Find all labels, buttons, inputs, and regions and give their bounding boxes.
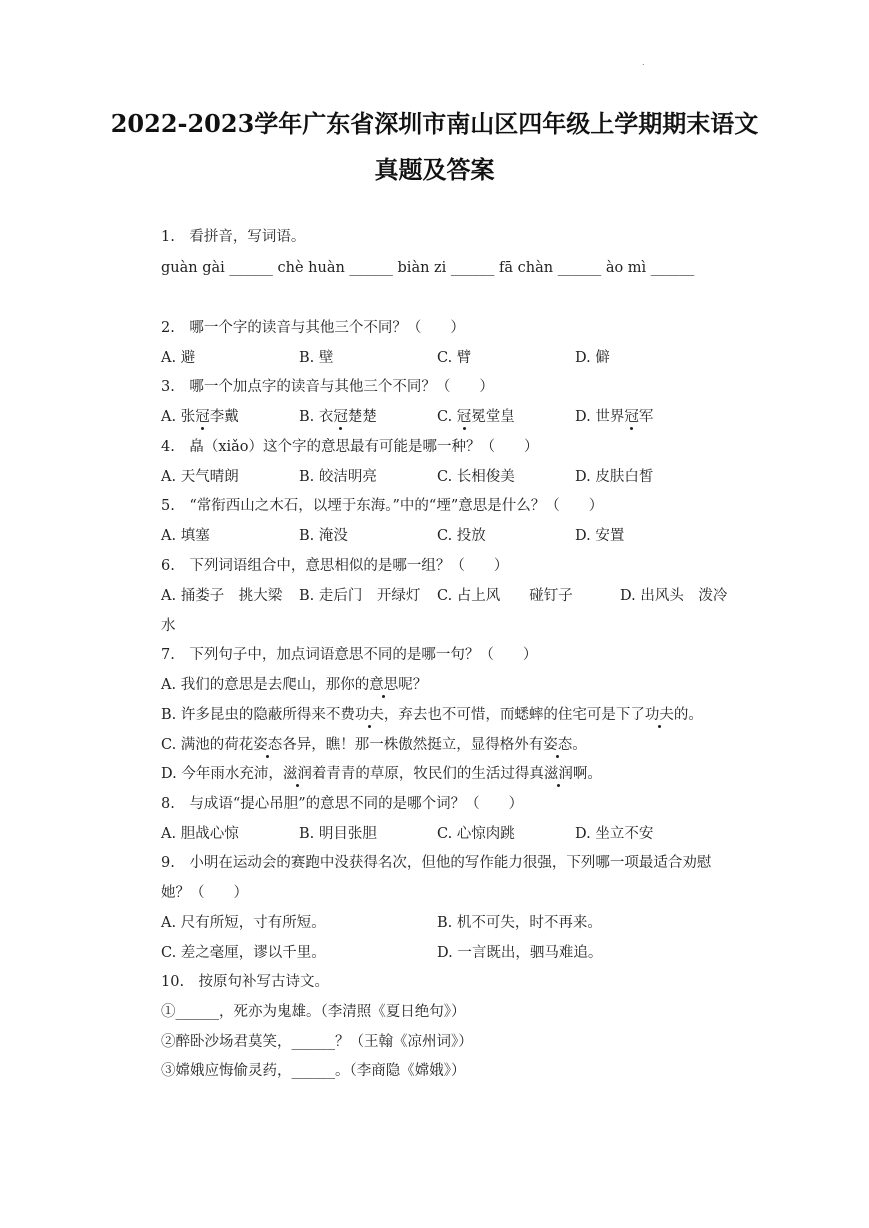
question-10-line-3: ③嫦娥应悔偷灵药，______。（李商隐《嫦娥》）	[161, 1063, 466, 1079]
question-5-option-d: D. 安置	[575, 528, 625, 544]
question-1-pinyin: guàn gài ______ chè huàn ______ biàn zi ______ fā chàn ______ ào mì ______	[161, 260, 695, 276]
question-4-option-b: B. 皎洁明亮	[299, 469, 377, 485]
question-8-stem: 8. 与成语“提心吊胆”的意思不同的是哪个词？（ ）	[161, 796, 524, 812]
question-3-option-a: A. 张冠李戴	[161, 409, 239, 425]
question-3-option-b: B. 衣冠楚楚	[299, 409, 377, 425]
question-9-stem-continued: 她？（ ）	[161, 885, 248, 901]
question-9-option-a: A. 尺有所短，寸有所短。	[161, 915, 326, 931]
question-9-stem: 9. 小明在运动会的赛跑中没获得名次，但他的写作能力很强，下列哪一项最适合劝慰	[161, 855, 712, 871]
question-7-option-a: A. 我们的意思是去爬山，那你的意思呢？	[161, 677, 428, 693]
question-8-option-a: A. 胆战心惊	[161, 826, 239, 842]
question-2-stem: 2. 哪一个字的读音与其他三个不同？（ ）	[161, 320, 465, 336]
question-6-option-b: B. 走后门 开绿灯	[299, 588, 421, 604]
question-7-option-b: B. 许多昆虫的隐蔽所得来不费功夫，弃去也不可惜，而蟋蟀的住宅可是下了功夫的。	[161, 707, 703, 723]
question-2-option-d: D. 僻	[575, 350, 610, 366]
question-5-option-a: A. 填塞	[161, 528, 210, 544]
question-10-line-1: ①______，死亦为鬼雄。（李清照《夏日绝句》）	[161, 1004, 466, 1020]
question-4-option-a: A. 天气晴朗	[161, 469, 239, 485]
question-5-stem: 5. “常衔西山之木石，以堙于东海。”中的“堙”意思是什么？（ ）	[161, 498, 604, 514]
question-4-option-d: D. 皮肤白皙	[575, 469, 654, 485]
question-4-option-c: C. 长相俊美	[437, 469, 515, 485]
question-7-option-d: D. 今年雨水充沛，滋润着青青的草原，牧民们的生活过得真滋润啊。	[161, 766, 602, 782]
question-10-line-2: ②醉卧沙场君莫笑，______？（王翰《凉州词》）	[161, 1034, 473, 1050]
question-2-option-c: C. 臂	[437, 350, 472, 366]
question-9-option-d: D. 一言既出，驷马难追。	[437, 945, 603, 961]
question-5-option-b: B. 淹没	[299, 528, 348, 544]
question-6-option-d: D. 出风头 泼冷	[620, 588, 728, 604]
question-1-stem: 1. 看拼音，写词语。	[161, 229, 306, 245]
page-title: 2022-2023学年广东省深圳市南山区四年级上学期期末语文	[110, 109, 759, 138]
question-9-option-b: B. 机不可失，时不再来。	[437, 915, 602, 931]
question-9-option-c: C. 差之毫厘，谬以千里。	[161, 945, 326, 961]
question-3-option-d: D. 世界冠军	[575, 409, 654, 425]
question-7-option-c: C. 满池的荷花姿态各异，瞧！那一株傲然挺立，显得格外有姿态。	[161, 737, 587, 753]
question-6-option-c: C. 占上风 碰钉子	[437, 588, 573, 604]
page-title-line2: 真题及答案	[374, 155, 495, 184]
question-7-stem: 7. 下列句子中，加点词语意思不同的是哪一句？（ ）	[161, 647, 538, 663]
question-6-option-a: A. 捅娄子 挑大梁	[161, 588, 283, 604]
question-4-stem: 4. 皛（xiǎo）这个字的意思最有可能是哪一种？（ ）	[161, 439, 539, 455]
question-6-stem: 6. 下列词语组合中，意思相似的是哪一组？（ ）	[161, 558, 509, 574]
corner-mark: .	[642, 58, 645, 67]
question-2-option-b: B. 壁	[299, 350, 334, 366]
question-8-option-d: D. 坐立不安	[575, 826, 654, 842]
question-10-stem: 10. 按原句补写古诗文。	[161, 974, 330, 990]
question-6-option-d-continued: 水	[161, 618, 176, 634]
question-3-stem: 3. 哪一个加点字的读音与其他三个不同？（ ）	[161, 379, 494, 395]
question-8-option-c: C. 心惊肉跳	[437, 826, 515, 842]
question-8-option-b: B. 明目张胆	[299, 826, 377, 842]
question-5-option-c: C. 投放	[437, 528, 486, 544]
question-2-option-a: A. 避	[161, 350, 196, 366]
question-3-option-c: C. 冠冕堂皇	[437, 409, 515, 425]
